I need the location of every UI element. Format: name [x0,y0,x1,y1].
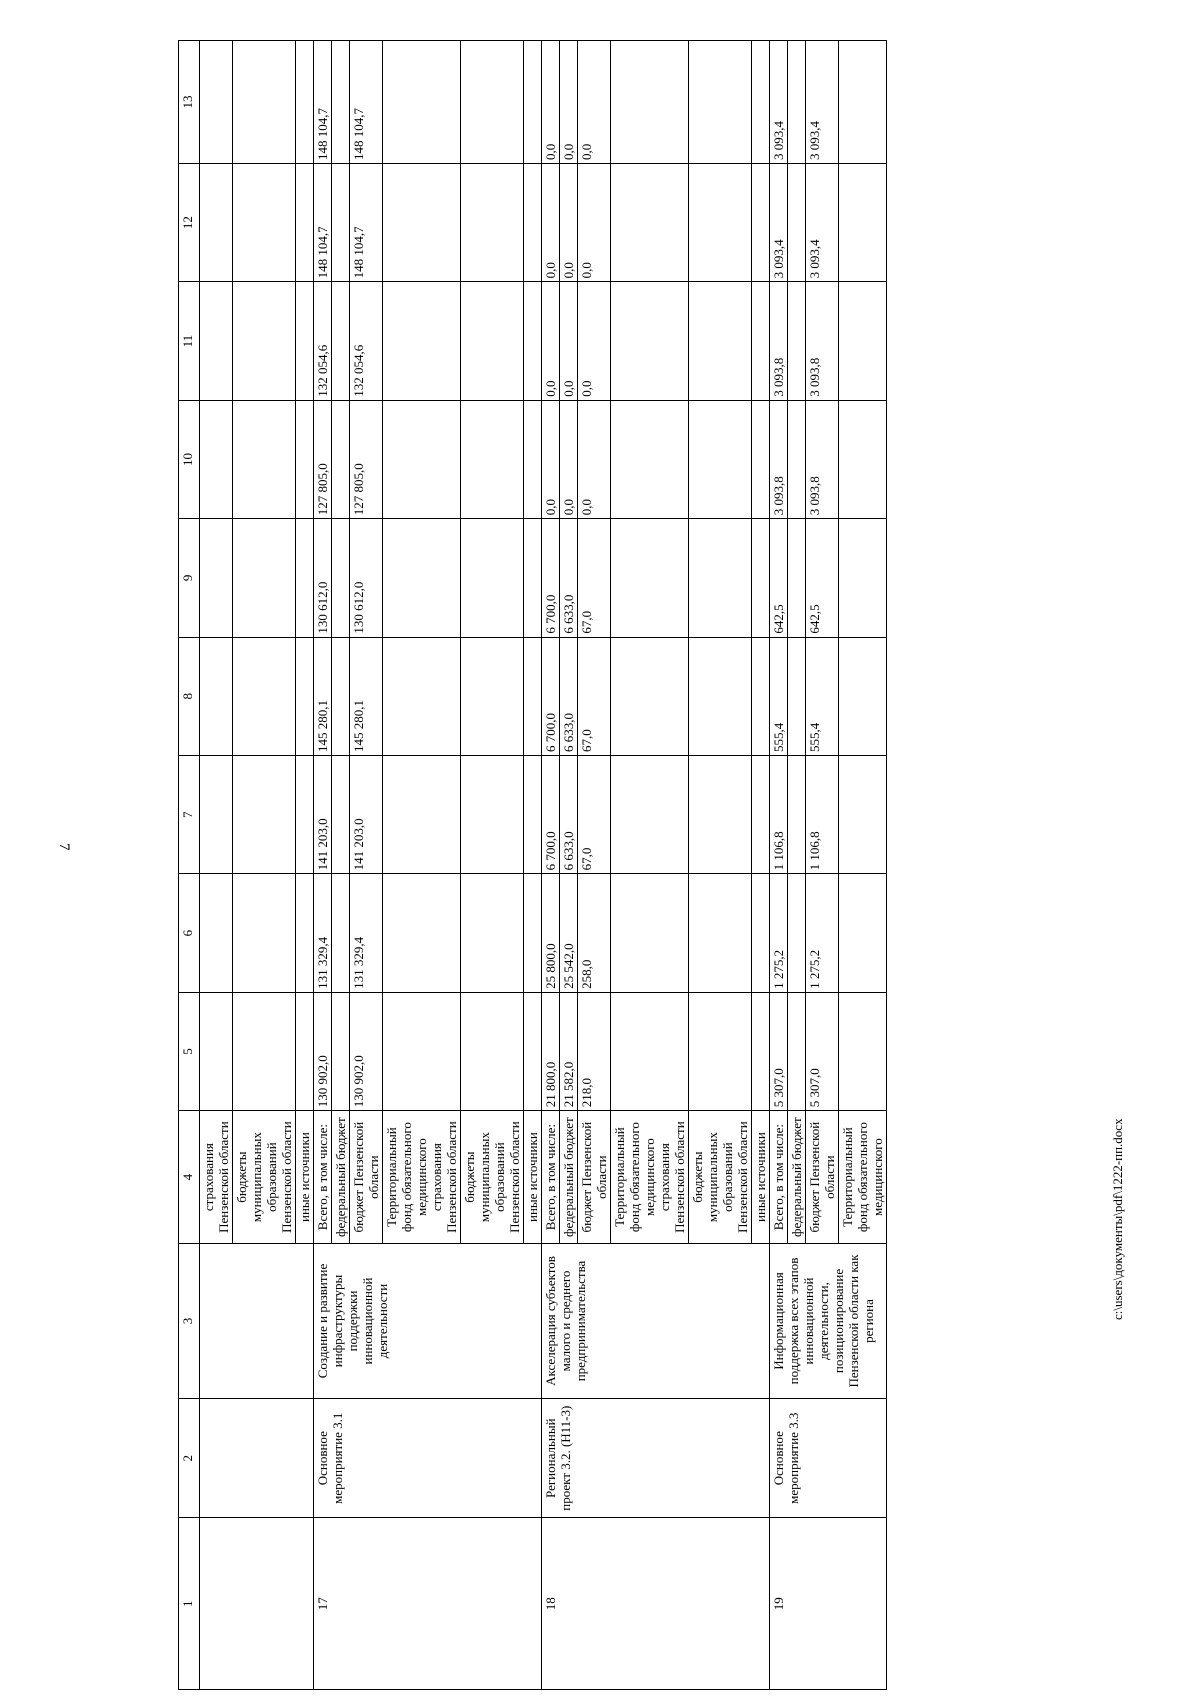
table-body [179,41,887,1690]
value-cell [296,756,314,874]
value-cell [752,874,770,992]
funding-source-cell: Территориальный фонд обязательного медицинского [839,1111,887,1244]
funding-source-cell: Всего, в том числе: [770,1111,788,1244]
value-cell [752,163,770,281]
funding-source-cell: Всего, в том числе: [314,1111,332,1244]
value-cell: 67,0 [578,519,611,637]
value-cell: 6 700,0 [542,637,560,755]
value-cell: 130 902,0 [314,992,332,1110]
value-cell [332,992,350,1110]
value-cell [788,637,806,755]
value-cell: 0,0 [578,282,611,400]
rotated-table-container [178,40,1106,1690]
value-cell [689,756,752,874]
row-number-cell: 17 [314,1518,542,1690]
value-cell [788,874,806,992]
value-cell [383,163,461,281]
row-number-cell: 19 [770,1518,887,1690]
value-cell [296,41,314,164]
value-cell [839,519,887,637]
footer-file-path: c:\users\документы\pdf\1222-пп.docx [1110,1118,1125,1320]
value-cell [689,637,752,755]
value-cell [752,519,770,637]
value-cell [332,282,350,400]
value-cell: 3 093,4 [770,163,788,281]
value-cell [200,756,233,874]
funding-source-cell: бюджеты муниципальных образований Пензенской области [461,1111,524,1244]
value-cell: 3 093,8 [806,400,839,518]
value-cell [233,163,296,281]
value-cell: 6 633,0 [560,756,578,874]
value-cell [233,756,296,874]
value-cell [611,637,689,755]
value-cell [689,992,752,1110]
value-cell: 1 275,2 [806,874,839,992]
value-cell [524,163,542,281]
value-cell [233,637,296,755]
header-cell: 13 [179,41,200,164]
value-cell [461,400,524,518]
header-cell: 6 [179,874,200,992]
funding-source-cell: страхования Пензенской области [200,1111,233,1244]
value-cell: 25 800,0 [542,874,560,992]
value-cell [524,756,542,874]
empty-cell [200,1244,314,1399]
value-cell [524,282,542,400]
data-row [314,41,332,1690]
value-cell: 132 054,6 [350,282,383,400]
value-cell [788,519,806,637]
value-cell [788,756,806,874]
page-number: 7 [56,843,72,851]
value-cell: 148 104,7 [350,41,383,164]
value-cell [383,282,461,400]
value-cell [233,874,296,992]
value-cell: 0,0 [542,41,560,164]
value-cell: 555,4 [806,637,839,755]
value-cell: 67,0 [578,637,611,755]
value-cell [296,282,314,400]
value-cell: 130 902,0 [350,992,383,1110]
value-cell [524,992,542,1110]
value-cell: 145 280,1 [350,637,383,755]
value-cell [200,163,233,281]
value-cell [689,282,752,400]
funding-source-cell: Территориальный фонд обязательного медицинского страхования Пензенской области [611,1111,689,1244]
value-cell: 141 203,0 [350,756,383,874]
value-cell: 0,0 [578,163,611,281]
value-cell: 131 329,4 [314,874,332,992]
funding-source-cell: бюджеты муниципальных образований Пензенской области [233,1111,296,1244]
value-cell [689,400,752,518]
value-cell [332,400,350,518]
value-cell [689,41,752,164]
value-cell [839,992,887,1110]
value-cell [383,874,461,992]
value-cell [332,519,350,637]
value-cell [383,756,461,874]
value-cell [839,874,887,992]
value-cell [839,163,887,281]
value-cell [611,163,689,281]
empty-cell [200,1398,314,1518]
value-cell [383,519,461,637]
value-cell: 6 700,0 [542,756,560,874]
value-cell: 0,0 [578,400,611,518]
value-cell [611,400,689,518]
value-cell: 3 093,8 [770,400,788,518]
data-row [770,41,788,1690]
value-cell: 0,0 [542,400,560,518]
funding-source-cell: бюджеты муниципальных образований Пензенской области [689,1111,752,1244]
value-cell [524,400,542,518]
value-cell [752,992,770,1110]
value-cell: 258,0 [578,874,611,992]
value-cell [461,41,524,164]
value-cell: 130 612,0 [350,519,383,637]
funding-source-cell: иные источники [752,1111,770,1244]
header-cell: 10 [179,400,200,518]
value-cell [611,519,689,637]
value-cell [524,519,542,637]
value-cell [461,519,524,637]
value-cell: 3 093,8 [770,282,788,400]
header-cell: 4 [179,1111,200,1244]
value-cell: 5 307,0 [770,992,788,1110]
event-type-cell: Основное мероприятие 3.3 [770,1398,887,1518]
header-cell: 8 [179,637,200,755]
value-cell: 3 093,4 [806,41,839,164]
value-cell [839,637,887,755]
value-cell: 131 329,4 [350,874,383,992]
value-cell [788,163,806,281]
value-cell [296,992,314,1110]
value-cell: 642,5 [806,519,839,637]
funding-source-cell: федеральный бюджет [788,1111,806,1244]
value-cell [200,992,233,1110]
value-cell [383,992,461,1110]
value-cell: 148 104,7 [350,163,383,281]
value-cell [332,637,350,755]
header-cell: 9 [179,519,200,637]
value-cell: 141 203,0 [314,756,332,874]
value-cell: 218,0 [578,992,611,1110]
value-cell: 21 582,0 [560,992,578,1110]
value-cell [296,519,314,637]
value-cell [200,400,233,518]
value-cell [200,637,233,755]
value-cell: 6 700,0 [542,519,560,637]
value-cell: 555,4 [770,637,788,755]
value-cell [461,637,524,755]
row-number-cell: 18 [542,1518,770,1690]
value-cell: 145 280,1 [314,637,332,755]
value-cell [200,41,233,164]
value-cell [524,41,542,164]
value-cell: 130 612,0 [314,519,332,637]
value-cell [461,756,524,874]
event-type-cell: Основное мероприятие 3.1 [314,1398,542,1518]
value-cell [788,400,806,518]
event-name-cell: Создание и развитие инфраструктуры поддержки инновационной деятельности [314,1244,542,1399]
value-cell [233,519,296,637]
header-cell: 1 [179,1518,200,1690]
funding-source-cell: иные источники [524,1111,542,1244]
value-cell [524,637,542,755]
value-cell: 148 104,7 [314,163,332,281]
value-cell [611,41,689,164]
value-cell [332,163,350,281]
empty-cell [200,1518,314,1690]
header-cell: 12 [179,163,200,281]
event-name-cell: Акселерация субъектов малого и среднего предпринимательства [542,1244,770,1399]
value-cell [689,163,752,281]
value-cell: 3 093,4 [770,41,788,164]
value-cell: 67,0 [578,756,611,874]
header-cell: 11 [179,282,200,400]
value-cell [383,41,461,164]
value-cell: 642,5 [770,519,788,637]
value-cell [461,282,524,400]
header-row [179,41,200,1690]
value-cell: 5 307,0 [806,992,839,1110]
value-cell: 1 275,2 [770,874,788,992]
header-cell: 2 [179,1398,200,1518]
funding-source-cell: бюджет Пензенской области [578,1111,611,1244]
event-name-cell: Информационная поддержка всех этапов инновационной деятельности, позиционирование Пензенской области как региона [770,1244,887,1399]
value-cell [611,874,689,992]
value-cell [689,874,752,992]
value-cell [296,874,314,992]
funding-source-cell: Территориальный фонд обязательного медицинского страхования Пензенской области [383,1111,461,1244]
value-cell [752,41,770,164]
value-cell: 25 542,0 [560,874,578,992]
value-cell [332,874,350,992]
value-cell: 0,0 [542,163,560,281]
value-cell [233,400,296,518]
value-cell [383,400,461,518]
value-cell [611,756,689,874]
value-cell [461,874,524,992]
value-cell: 21 800,0 [542,992,560,1110]
value-cell [332,756,350,874]
value-cell [383,637,461,755]
value-cell [296,637,314,755]
value-cell: 3 093,8 [806,282,839,400]
value-cell [788,992,806,1110]
funding-source-cell: бюджет Пензенской области [350,1111,383,1244]
value-cell [296,400,314,518]
budget-table [178,40,887,1690]
value-cell: 0,0 [560,41,578,164]
value-cell [524,874,542,992]
value-cell [233,41,296,164]
value-cell [752,756,770,874]
value-cell [461,992,524,1110]
value-cell [839,41,887,164]
value-cell [200,519,233,637]
value-cell: 3 093,4 [806,163,839,281]
header-cell: 5 [179,992,200,1110]
continuation-row [200,41,233,1690]
value-cell: 0,0 [560,282,578,400]
value-cell [200,874,233,992]
value-cell: 132 054,6 [314,282,332,400]
value-cell [788,41,806,164]
value-cell [839,282,887,400]
value-cell [752,637,770,755]
funding-source-cell: федеральный бюджет [560,1111,578,1244]
funding-source-cell: иные источники [296,1111,314,1244]
value-cell: 6 633,0 [560,519,578,637]
value-cell: 148 104,7 [314,41,332,164]
value-cell [788,282,806,400]
value-cell: 0,0 [560,400,578,518]
value-cell [200,282,233,400]
value-cell [752,282,770,400]
value-cell: 0,0 [542,282,560,400]
funding-source-cell: Всего, в том числе: [542,1111,560,1244]
value-cell: 127 805,0 [314,400,332,518]
value-cell [689,519,752,637]
value-cell: 1 106,8 [806,756,839,874]
value-cell: 0,0 [560,163,578,281]
value-cell [839,400,887,518]
value-cell: 1 106,8 [770,756,788,874]
data-row [542,41,560,1690]
value-cell [332,41,350,164]
value-cell: 127 805,0 [350,400,383,518]
funding-source-cell: федеральный бюджет [332,1111,350,1244]
value-cell [233,992,296,1110]
value-cell [611,282,689,400]
header-cell: 3 [179,1244,200,1399]
value-cell [611,992,689,1110]
value-cell: 0,0 [578,41,611,164]
event-type-cell: Региональный проект 3.2. (Н11-3) [542,1398,770,1518]
value-cell [839,756,887,874]
value-cell [752,400,770,518]
funding-source-cell: бюджет Пензенской области [806,1111,839,1244]
header-cell: 7 [179,756,200,874]
value-cell [296,163,314,281]
value-cell [461,163,524,281]
value-cell: 6 633,0 [560,637,578,755]
value-cell [233,282,296,400]
